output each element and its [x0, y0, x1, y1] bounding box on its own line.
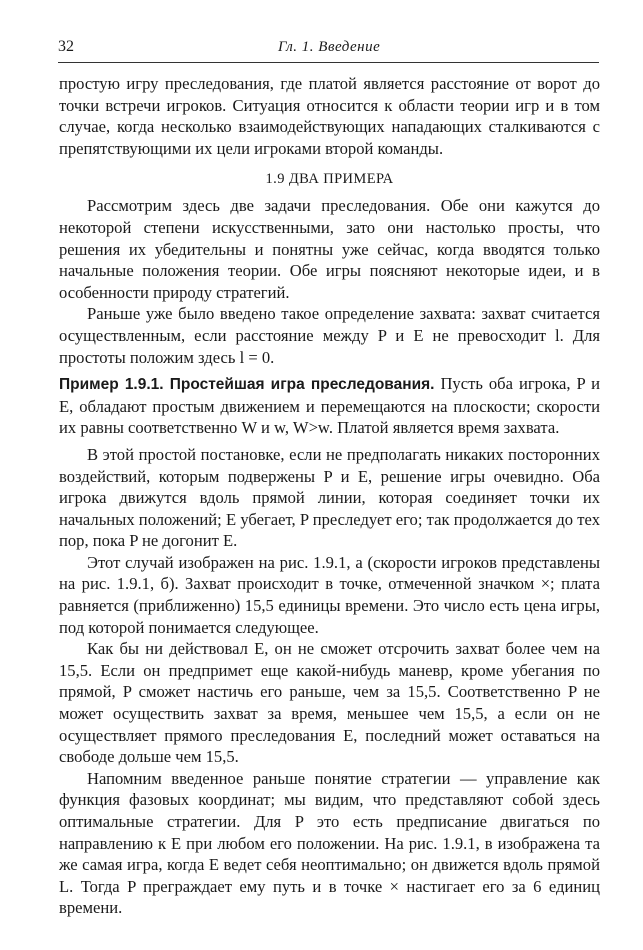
paragraph-intro: Рассмотрим здесь две задачи преследования. Обе они кажутся до некоторой степени искусственными, зато они настолько просты, что решения их убедительны и понятны уже сейчас, когда вводятся только начальные положения теории. Обе игры поясняют некоторые идеи, и в особенности природу стратегий.	[59, 196, 600, 302]
page-header	[58, 38, 598, 60]
example-label: Пример 1.9.1. Простейшая игра преследования.	[59, 376, 435, 394]
paragraph-example-1	[59, 373, 600, 439]
example-text: Пусть оба игрока, P и E, обладают простым движением и перемещаются на плоскости; скорости их равны соответственно W и w, W>w. Платой является время захвата.	[59, 374, 600, 438]
section-title: 1.9 ДВА ПРИМЕРА	[265, 171, 394, 188]
paragraph-value: Как бы ни действовал E, он не сможет отсрочить захват более чем на 15,5. Если он предпримет еще какой-нибудь маневр, кроме убегания по прямой, P сможет настичь его раньше, чем за 15,5. Соответственно P не может осуществить захват за время, меньшее чем 15,5, а если он не осуществляет прямого преследования E, последний может оставаться на свободе дольше чем 15,5.	[59, 639, 600, 767]
paragraph-capture-definition: Раньше уже было введено такое определение захвата: захват считается осуществленным, если расстояние между P и E не превосходит l. Для простоты положим здесь l = 0.	[59, 304, 600, 367]
running-title: Гл. 1. Введение	[278, 39, 381, 55]
paragraph-solution: В этой простой постановке, если не предполагать никаких посторонних воздействий, которым подвержены P и E, решение игры очевидно. Оба игрока движутся вдоль прямой линии, которая соединяет точки их начальных положений; E убегает, P преследует его; так продолжается до тех пор, пока P не догонит E.	[59, 444, 600, 551]
page-body	[59, 73, 600, 919]
paragraph-strategy: Напомним введенное раньше понятие стратегии — управление как функция фазовых координат; мы видим, что представляют собой здесь оптимальные стратегии. Для P это есть предписание двигаться по направлению к E при любом его положении. На рис. 1.9.1, в изображена та же самая игра, когда E ведет себя неоптимально; он движется вдоль прямой L. Тогда P преграждает ему путь и в точке × настигает его за 6 единиц времени.	[59, 768, 600, 918]
paragraph-figure-ref: Этот случай изображен на рис. 1.9.1, а (скорости игроков представлены на рис. 1.9.1, б). Захват происходит в точке, отмеченной значком ×; плата равняется (приближенно) 15,5 единицы времени. Это число есть цена игры, под которой понимается следующее.	[59, 552, 600, 637]
page-number: 32	[58, 38, 74, 55]
paragraph-continuation: простую игру преследования, где платой является расстояние от ворот до точки встречи игроков. Ситуация относится к области теории игр и в том случае, когда несколько взаимодействующих нападающих сталкиваются с препятствующими их цели игроками второй команды.	[59, 74, 600, 158]
header-rule	[58, 62, 599, 63]
